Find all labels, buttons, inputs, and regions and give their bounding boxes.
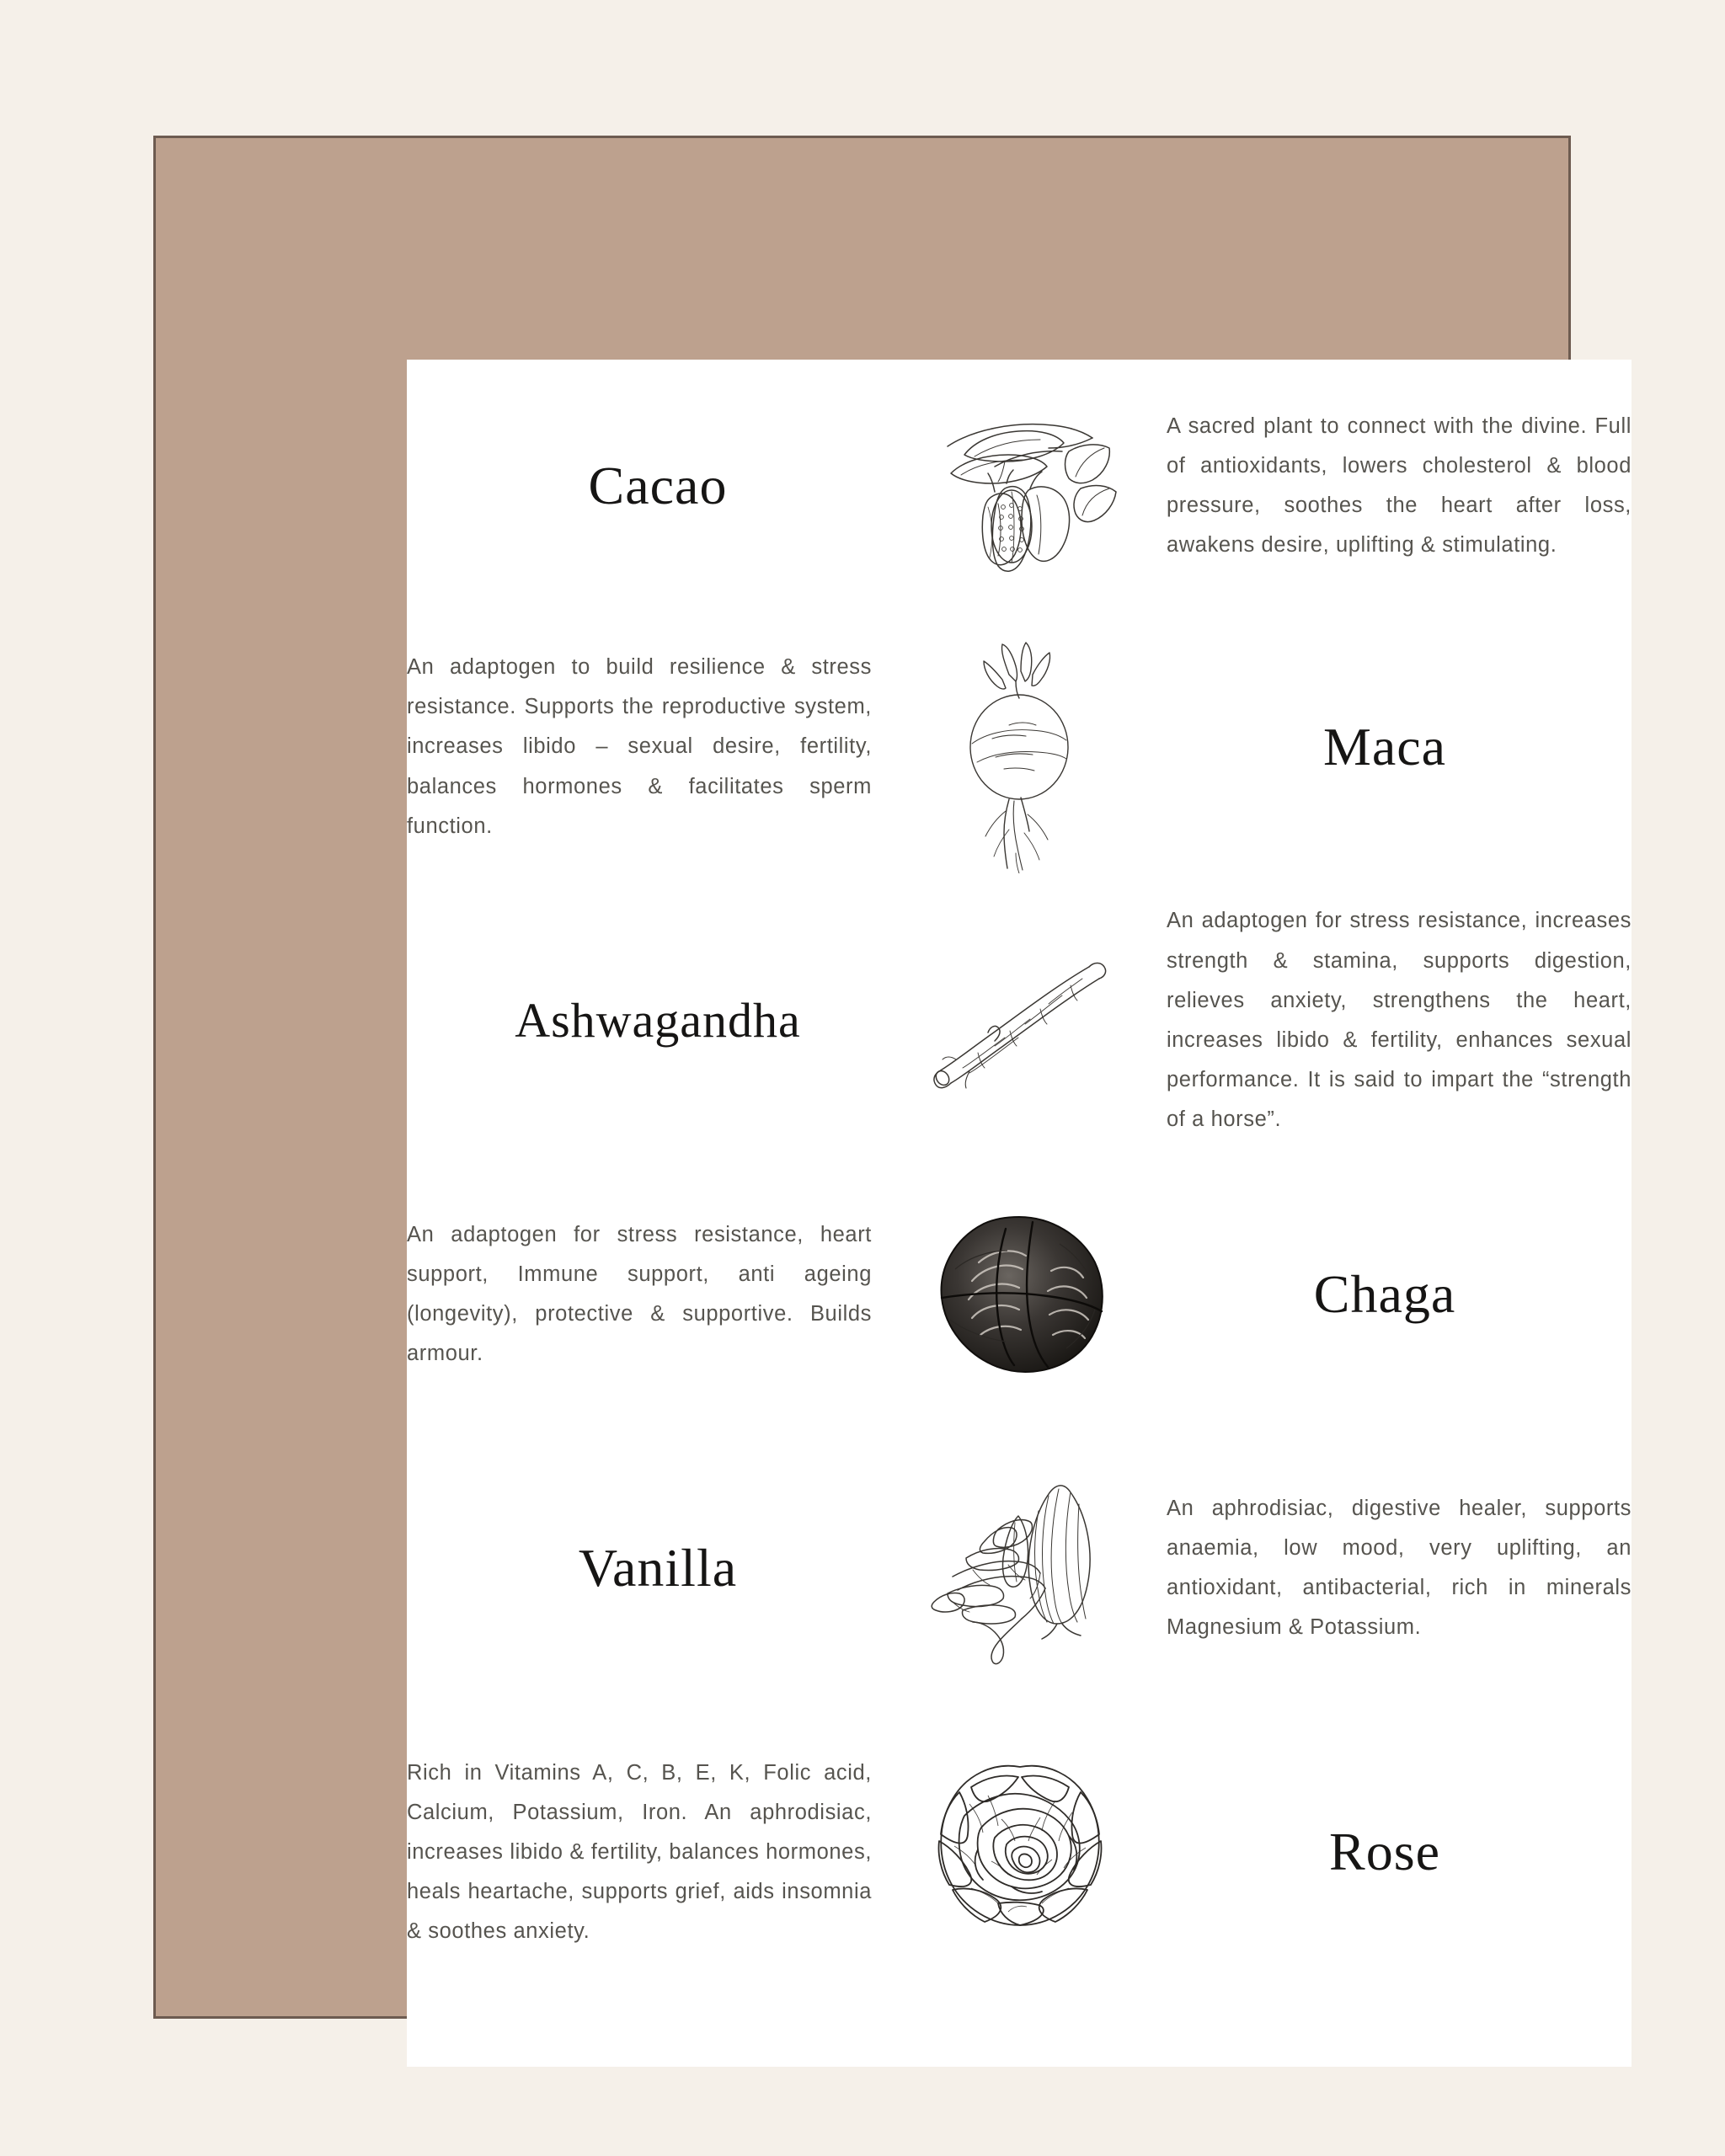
entry-title-maca: Maca: [1322, 716, 1447, 776]
entry-title-ashwagandha: Ashwagandha: [515, 993, 801, 1049]
entry-description-chaga: An adaptogen for stress resistance, heart support, Immune support, anti ageing (longevity), protective & supportive. Builds armour.: [407, 1222, 872, 1366]
entry-row-cacao: [407, 360, 1632, 612]
entry-list: [407, 360, 1632, 2067]
entry-row-vanilla: [407, 1429, 1632, 1707]
rose-flower-illustration: [880, 1753, 1158, 1951]
chaga-mushroom-illustration: [880, 1210, 1158, 1379]
entry-title-cacao: Cacao: [588, 455, 728, 515]
poster-mat-frame: [153, 136, 1632, 2019]
entry-title-rose: Rose: [1329, 1822, 1440, 1882]
entry-title-chaga: Chaga: [1313, 1263, 1456, 1324]
entry-description-rose: Rich in Vitamins A, C, B, E, K, Folic acid, Calcium, Potassium, Iron. An aphrodisiac, increases libido & fertility, balances hormones, heals heartache, supports grief, aids insomnia & soothes anxiety.: [407, 1760, 872, 1944]
poster-page: [407, 360, 1632, 2067]
entry-description-ashwagandha: An adaptogen for stress resistance, increases strength & stamina, supports digestion, relieves anxiety, strengthens the heart, increases libido & fertility, enhances sexual performance. It is said to impart the “strength of a horse”.: [1167, 909, 1632, 1132]
entry-row-maca: [407, 612, 1632, 882]
entry-row-rose: [407, 1707, 1632, 1998]
entry-row-chaga: [407, 1160, 1632, 1429]
ashwagandha-root-illustration: [880, 945, 1158, 1097]
cacao-branch-illustration: [880, 396, 1158, 577]
vanilla-pod-illustration: [880, 1467, 1158, 1669]
entry-description-cacao: A sacred plant to connect with the divine. Full of antioxidants, lowers cholesterol & blood pressure, soothes the heart after loss, awakens desire, uplifting & stimulating.: [1167, 414, 1632, 558]
entry-description-maca: An adaptogen to build resilience & stress resistance. Supports the reproductive system, increases libido – sexual desire, fertility, balances hormones & facilitates sperm function.: [407, 655, 872, 838]
entry-title-vanilla: Vanilla: [578, 1537, 738, 1598]
entry-description-vanilla: An aphrodisiac, digestive healer, supports anaemia, low mood, very uplifting, an antioxidant, antibacterial, rich in minerals Magnesium & Potassium.: [1167, 1496, 1632, 1640]
maca-root-illustration: [880, 621, 1158, 873]
entry-row-ashwagandha: [407, 882, 1632, 1160]
